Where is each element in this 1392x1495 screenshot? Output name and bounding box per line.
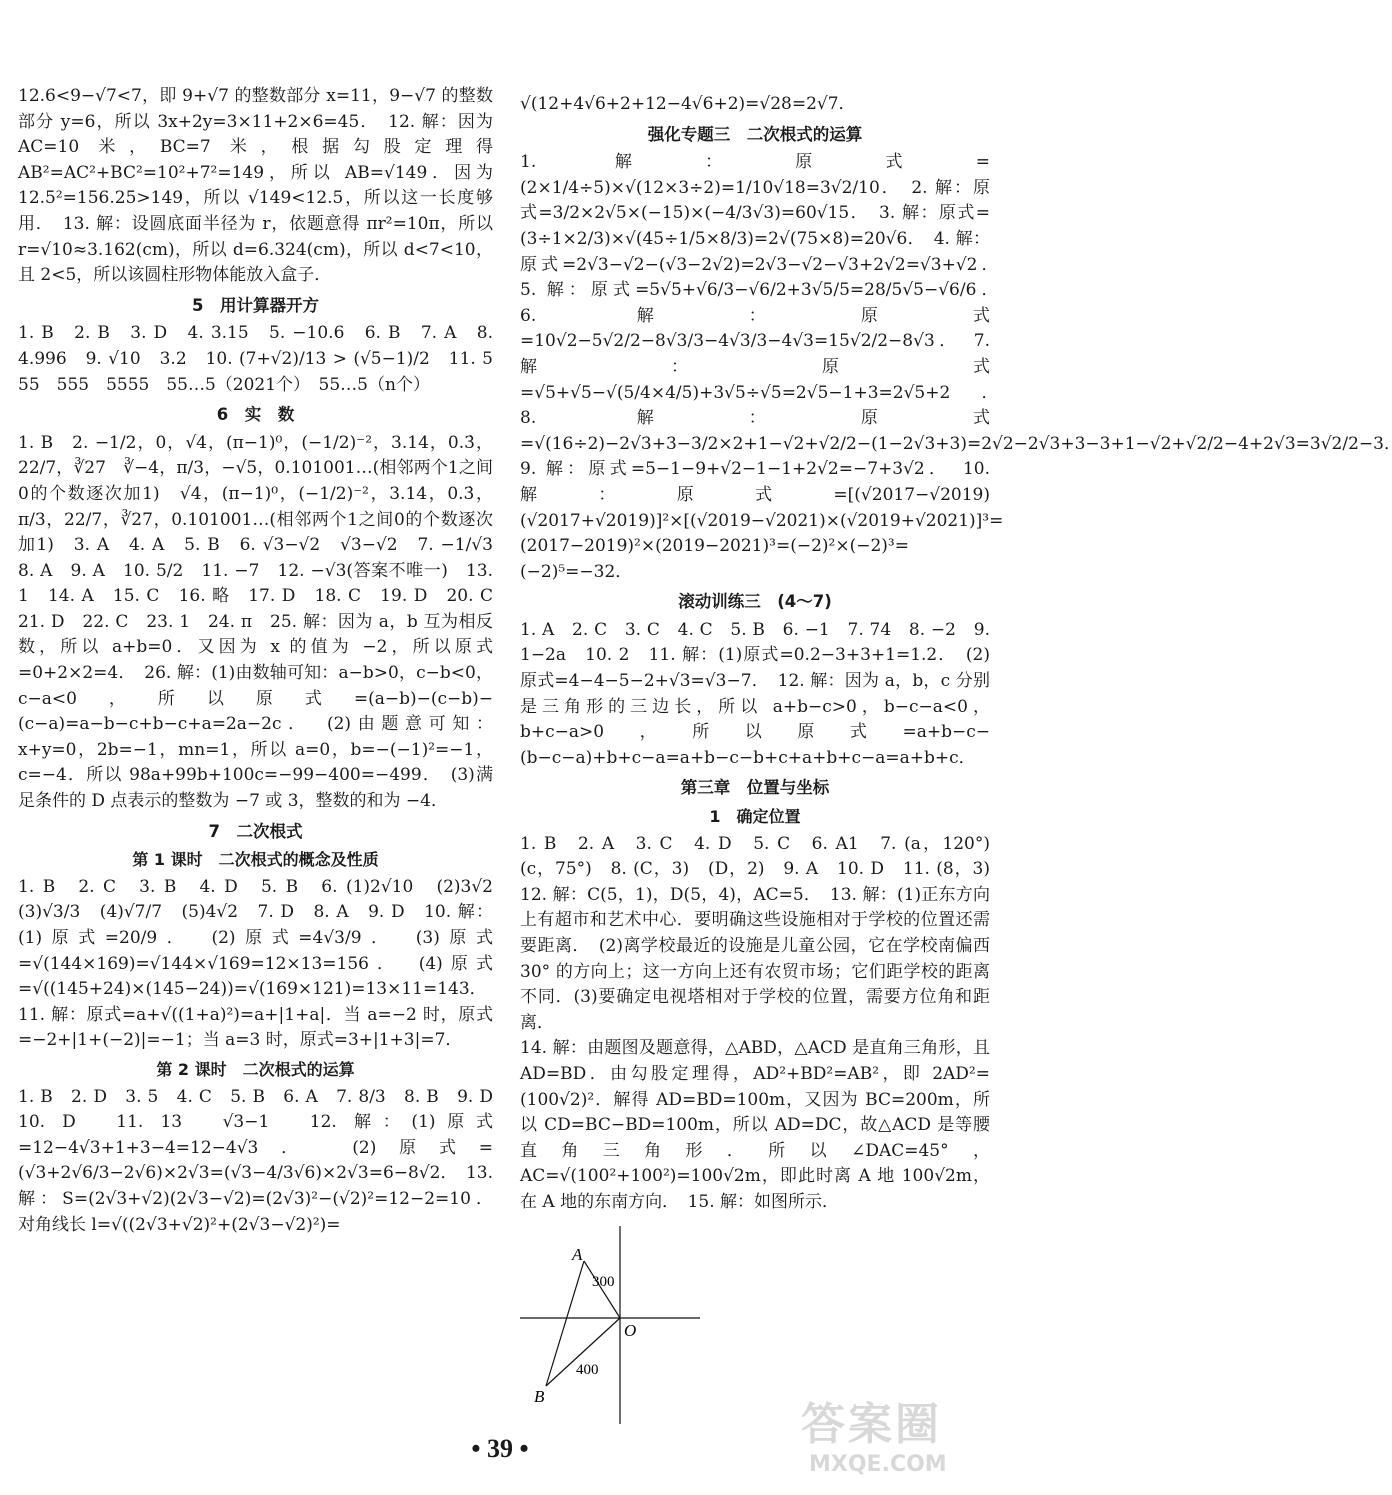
answer-paragraph: 1. B 2. D 3. 5 4. C 5. B 6. A 7. 8/3 8. B 9. D 10. D 11. 13 √3−1 12. 解：(1)原式=12−4√3+1+3−4=12−4√3． (2)原式=(√3+2√6/3−2√6)×2√3=(√3−4/3√6)×2√3=6−8√2． 13. 解：S=(2√3+√2)(2√3−√2)=(2√3)²−(√2)²=12−2=10．对角线长 l=√((2√3+√2)²+(2√3−√2)²)= xyxy=(18,1086,510,1235)
lesson-heading: 第 2 课时 二次根式的运算 xyxy=(156,1059,355,1079)
watermark-logo xyxy=(801,1399,996,1489)
lesson-heading: 第 1 课时 二次根式的概念及性质 xyxy=(132,850,379,870)
watermark-text: 答案圈 xyxy=(801,1399,942,1450)
point-b-label: B xyxy=(534,1387,545,1406)
answer-paragraph: 1. B 2. B 3. D 4. 3.15 5. −10.6 6. B 7. A 8. 4.996 9. √10 3.2 10. (7+√2)/13 > (√5−1)/2 11. 5 55 555 5555 55…5（2021个） 55…5（n个） xyxy=(18,323,510,395)
answer-paragraph: 14. 解：由题图及题意得，△ABD，△ACD 是直角三角形，且 AD=BD．由勾股定理得，AD²+BD²=AB²，即 2AD²=(100√2)²．解得 AD=BD=100m，又因为 BC=200m，所以 CD=BC−BD=100m，所以 AD=DC，故△ACD 是等腰直角三角形．所以∠DAC=45°，AC=√(100²+100²)=100√2m，即此时离 A 地 100√2m，在 A 地的东南方向． 15. 解：如图所示． xyxy=(520,1038,990,1212)
point-o-label: O xyxy=(624,1321,637,1340)
right-column xyxy=(520,92,1392,1216)
point-a-label: A xyxy=(572,1245,583,1264)
section-heading: 6 实 数 xyxy=(216,405,295,425)
answer-paragraph: 1. A 2. C 3. C 4. C 5. B 6. −1 7. 74 8. −2 9. 1−2a 10. 2 11. 解：(1)原式=0.2−3+3+1=1.2． (2)原式=4−4−5−2+√3=√3−7． 12. 解：因为 a，b，c 分别是三角形的三边长，所以 a+b−c>0，b−c−a<0，b+c−a>0，所以原式=a+b−c−(b−c−a)+b+c−a=a+b−c−b+c+a+b+c−a=a+b+c． xyxy=(520,619,990,768)
section-heading: 滚动训练三 (4～7) xyxy=(678,592,832,612)
section-heading: 5 用计算器开方 xyxy=(192,295,319,315)
section-heading: 强化专题三 二次根式的运算 xyxy=(647,124,863,144)
page-number: • 39 • xyxy=(471,1434,529,1463)
section-heading: 1 确定位置 xyxy=(709,807,801,827)
left-column xyxy=(18,84,510,1238)
section-heading: 7 二次根式 xyxy=(208,821,303,841)
answer-paragraph: 1. 解：原式=(2×1/4÷5)×√(12×3÷2)=1/10√18=3√2/10． 2. 解：原式=3/2×2√5×(−15)×(−4/3√3)=60√15． 3. 解：原式=(3÷1×2/3)×√(45÷1/5×8/3)=2√(75×8)=20√6． 4. 解：原式=2√3−√2−(√3−2√2)=2√3−√2−√3+2√2=√3+√2． 5. 解：原式=5√5+√6/3−√6/2+3√5/5=28/5√5−√6/6． 6. 解：原式=10√2−5√2/2−8√3/3−4√3/3−4√3=15√2/2−8√3． 7. 解：原式=√5+√5−√(5/4×4/5)+3√5÷√5=2√5−1+3=2√5+2． 8. 解：原式=√(16÷2)−2√3+3−3/2×2+1−√2+√2/2−(1−2√3+3)=2√2−2√3+3−3+1−√2+√2/2−4+2√3=3√2/2−3． 9. 解：原式=5−1−9+√2−1−1+2√2=−7+3√2． 10. 解：原式=[(√2017−√2019)(√2017+√2019)]²×[(√2019−√2021)×(√2019+√2021)]³=(2017−2019)²×(2019−2021)³=(−2)²×(−2)³=(−2)⁵=−32． xyxy=(520,152,1392,582)
length-ao-label: 300 xyxy=(592,1274,615,1290)
answer-paragraph: 1. B 2. −1/2，0，√4，(π−1)⁰，(−1/2)⁻²，3.14，0.3̇，22/7，∛27 ∛−4，π/3，−√5，0.101001…(相邻两个1之间0的个数逐次加1) √4，(π−1)⁰，(−1/2)⁻²，3.14，0.3̇，π/3，22/7，∛27，0.101001…(相邻两个1之间0的个数逐次加1) 3. A 4. A 5. B 6. √3−√2 √3−√2 7. −1/√3 8. A 9. A 10. 5/2 11. −7 12. −√3(答案不唯一) 13. 1 14. A 15. C 16. 略 17. D 18. C 19. D 20. C 21. D 22. C 23. 1 24. π 25. 解：因为 a，b 互为相反数，所以 a+b=0．又因为 x 的值为 −2，所以原式=0+2×2=4． 26. 解：(1)由数轴可知：a−b>0，c−b<0，c−a<0，所以原式=(a−b)−(c−b)−(c−a)=a−b−c+b−c+a=2a−2c． (2)由题意可知：x+y=0，2b=−1，mn=1，所以 a=0，b=−(−1)²=−1，c=−4．所以 98a+99b+100c=−99−400=−499． (3)满足条件的 D 点表示的整数为 −7 或 3，整数的和为 −4． xyxy=(18,432,510,812)
chapter-heading: 第三章 位置与坐标 xyxy=(680,778,830,798)
answer-paragraph: √(12+4√6+2+12−4√6+2)=√28=2√7． xyxy=(520,94,856,114)
answer-paragraph: 1. B 2. C 3. B 4. D 5. B 6. (1)2√10 (2)3√2 (3)√3/3 (4)√7/7 (5)4√2 7. D 8. A 9. D 10. 解：(1)原式=20/9． (2)原式=4√3/9． (3)原式=√(144×169)=√144×√169=12×13=156． (4)原式=√((145+24)×(145−24))=√(169×121)=13×11=143． xyxy=(18,876,510,1000)
answer-paragraph: 1. B 2. A 3. C 4. D 5. C 6. A1 7. (a，120°) (c，75°) 8. (C，3) (D，2) 9. A 10. D 11. (8，3) 12. 解：C(5，1)，D(5，4)，AC=5． 13. 解：(1)正东方向上有超市和艺术中心．要明确这些设施相对于学校的位置还需要距离． (2)离学校最近的设施是儿童公园，它在学校南偏西 30° 的方向上；这一方向上还有农贸市场；它们距学校的距离不同．(3)要确定电视塔相对于学校的位置，需要方位角和距离． xyxy=(520,833,1007,1033)
answer-paragraph: 11. 解：原式=a+√((1+a)²)=a+|1+a|．当 a=−2 时，原式=−2+|1+(−2)|=−1；当 a=3 时，原式=3+|1+3|=7． xyxy=(18,1004,493,1051)
watermark-url: MXQE.COM xyxy=(809,1452,947,1477)
position-diagram xyxy=(520,1226,710,1426)
answer-paragraph: 12.6<9−√7<7，即 9+√7 的整数部分 x=11，9−√7 的整数部分 y=6，所以 3x+2y=3×11+2×6=45． 12. 解：因为 AC=10 米，BC=7 米，根据勾股定理得 AB²=AC²+BC²=10²+7²=149，所以 AB=√149．因为 12.5²=156.25>149，所以 √149<12.5，所以这一长度够用． 13. 解：设圆底面半径为 r，依题意得 πr²=10π，所以 r=√10≈3.162(cm)，所以 d=6.324(cm)，所以 d<7<10，且 2<5，所以该圆柱形物体能放入盒子． xyxy=(18,86,493,286)
length-bo-label: 400 xyxy=(576,1362,599,1378)
